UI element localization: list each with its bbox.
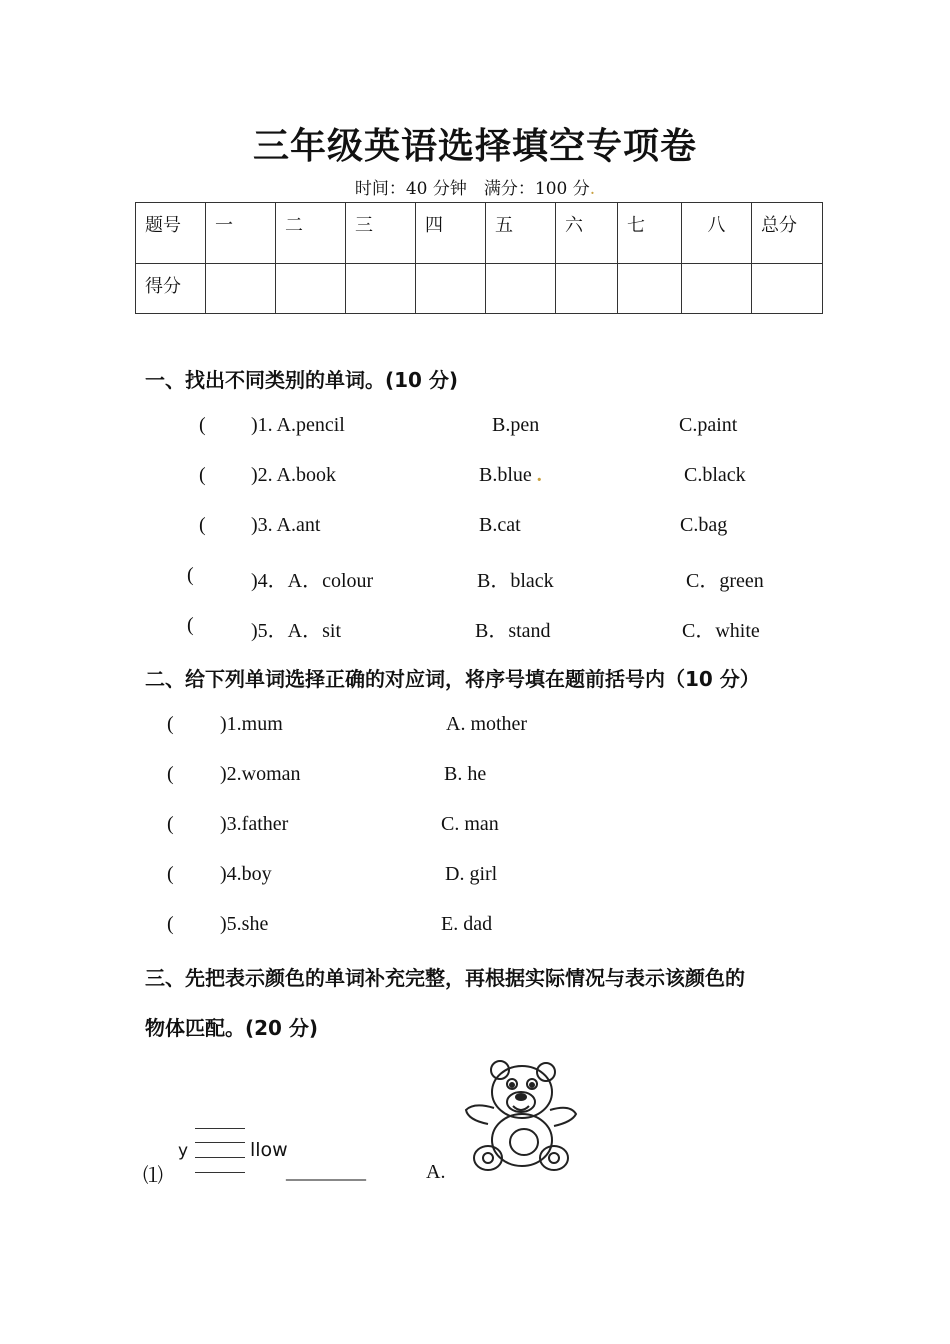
section1-option-a: )1. A.pencil: [251, 414, 345, 436]
section2-word: )3.father: [220, 813, 289, 835]
section1-paren[interactable]: (: [187, 614, 194, 636]
section1-option-b: [479, 464, 542, 487]
section2-option: A. mother: [446, 713, 528, 735]
section1-option-b-text: B.blue: [479, 464, 532, 486]
section2-paren[interactable]: (: [167, 763, 174, 785]
score-input-cell[interactable]: [346, 264, 416, 314]
page-title: 三年级英语选择填空专项卷: [252, 125, 697, 167]
exam-info: [0, 174, 950, 199]
section1-option-c: C.bag: [680, 514, 728, 536]
section1-option-a: )4．A．colour: [251, 570, 374, 592]
section1-option-c: C.paint: [679, 414, 738, 436]
section2-option: C. man: [441, 813, 499, 835]
score-header-cell: 四: [416, 203, 486, 264]
section1-option-c: C．white: [682, 620, 760, 642]
letter-blank-line[interactable]: [195, 1172, 245, 1173]
word-end-letters: llow: [250, 1139, 288, 1161]
score-input-cell[interactable]: [556, 264, 618, 314]
section1-option-b: B．black: [477, 570, 554, 592]
letter-blank-line[interactable]: [195, 1142, 245, 1143]
section2-paren[interactable]: (: [167, 913, 174, 935]
section1-option-b: B．stand: [475, 620, 551, 642]
score-header-cell: 六: [556, 203, 618, 264]
word-start-letter: y: [178, 1141, 189, 1161]
section2-word: )4.boy: [220, 863, 272, 885]
section3-heading-line2: 物体匹配。(20 分): [145, 1016, 319, 1040]
section1-paren[interactable]: (: [199, 514, 206, 536]
score-row-label: 得分: [136, 264, 206, 314]
score-table: [135, 202, 823, 314]
letter-blank-line[interactable]: [195, 1128, 245, 1129]
score-input-cell[interactable]: [486, 264, 556, 314]
score-header-cell: 五: [486, 203, 556, 264]
section2-paren[interactable]: (: [167, 863, 174, 885]
section2-word: )2.woman: [220, 763, 301, 785]
artifact-mark: .: [536, 464, 542, 486]
section2-heading: 二、给下列单词选择正确的对应词，将序号填在题前括号内（10 分）: [145, 667, 760, 691]
score-header-cell: 二: [276, 203, 346, 264]
score-header-cell: 一: [206, 203, 276, 264]
section2-option: B. he: [444, 763, 487, 785]
section1-option-a: )2. A.book: [251, 464, 336, 486]
score-header-cell: 八: [682, 203, 752, 264]
section1-paren[interactable]: (: [187, 564, 194, 586]
section2-word: )5.she: [220, 913, 269, 935]
section2-paren[interactable]: (: [167, 713, 174, 735]
section1-option-c: C．green: [686, 570, 764, 592]
section3-heading-line1: 三、先把表示颜色的单词补充完整，再根据实际情况与表示该颜色的: [145, 966, 745, 990]
section2-option: D. girl: [445, 863, 498, 885]
option-a-label: A.: [426, 1161, 446, 1183]
section1-option-b: B.cat: [479, 514, 521, 536]
section1-option-c: C.black: [684, 464, 746, 486]
section1-option-b: B.pen: [492, 414, 540, 436]
section2-word: )1.mum: [220, 713, 283, 735]
score-table-score-row: [136, 264, 823, 314]
exam-info-mark: .: [589, 179, 596, 199]
color-word-blanks: [178, 1124, 288, 1180]
teddy-bear-image: [458, 1058, 582, 1176]
score-header-cell: 总分: [752, 203, 823, 264]
score-header-cell: 七: [618, 203, 682, 264]
score-input-cell[interactable]: [752, 264, 823, 314]
section1-paren[interactable]: (: [199, 464, 206, 486]
section1-heading: 一、找出不同类别的单词。(10 分): [145, 368, 459, 392]
exam-info-text: 时间：40 分钟 满分：100 分: [354, 179, 590, 199]
score-input-cell[interactable]: [618, 264, 682, 314]
score-input-cell[interactable]: [276, 264, 346, 314]
score-table-header-row: [136, 203, 823, 264]
section1-option-a: )3. A.ant: [251, 514, 321, 536]
section1-option-a: )5．A．sit: [251, 620, 341, 642]
section2-paren[interactable]: (: [167, 813, 174, 835]
score-input-cell[interactable]: [416, 264, 486, 314]
section2-option: E. dad: [441, 913, 493, 935]
section1-paren[interactable]: (: [199, 414, 206, 436]
score-input-cell[interactable]: [682, 264, 752, 314]
score-input-cell[interactable]: [206, 264, 276, 314]
letter-blank-line[interactable]: [195, 1157, 245, 1158]
section3-item-number: ⑴: [143, 1163, 163, 1187]
score-header-cell: 三: [346, 203, 416, 264]
score-header-cell: 题号: [136, 203, 206, 264]
answer-blank[interactable]: ________: [286, 1161, 366, 1183]
